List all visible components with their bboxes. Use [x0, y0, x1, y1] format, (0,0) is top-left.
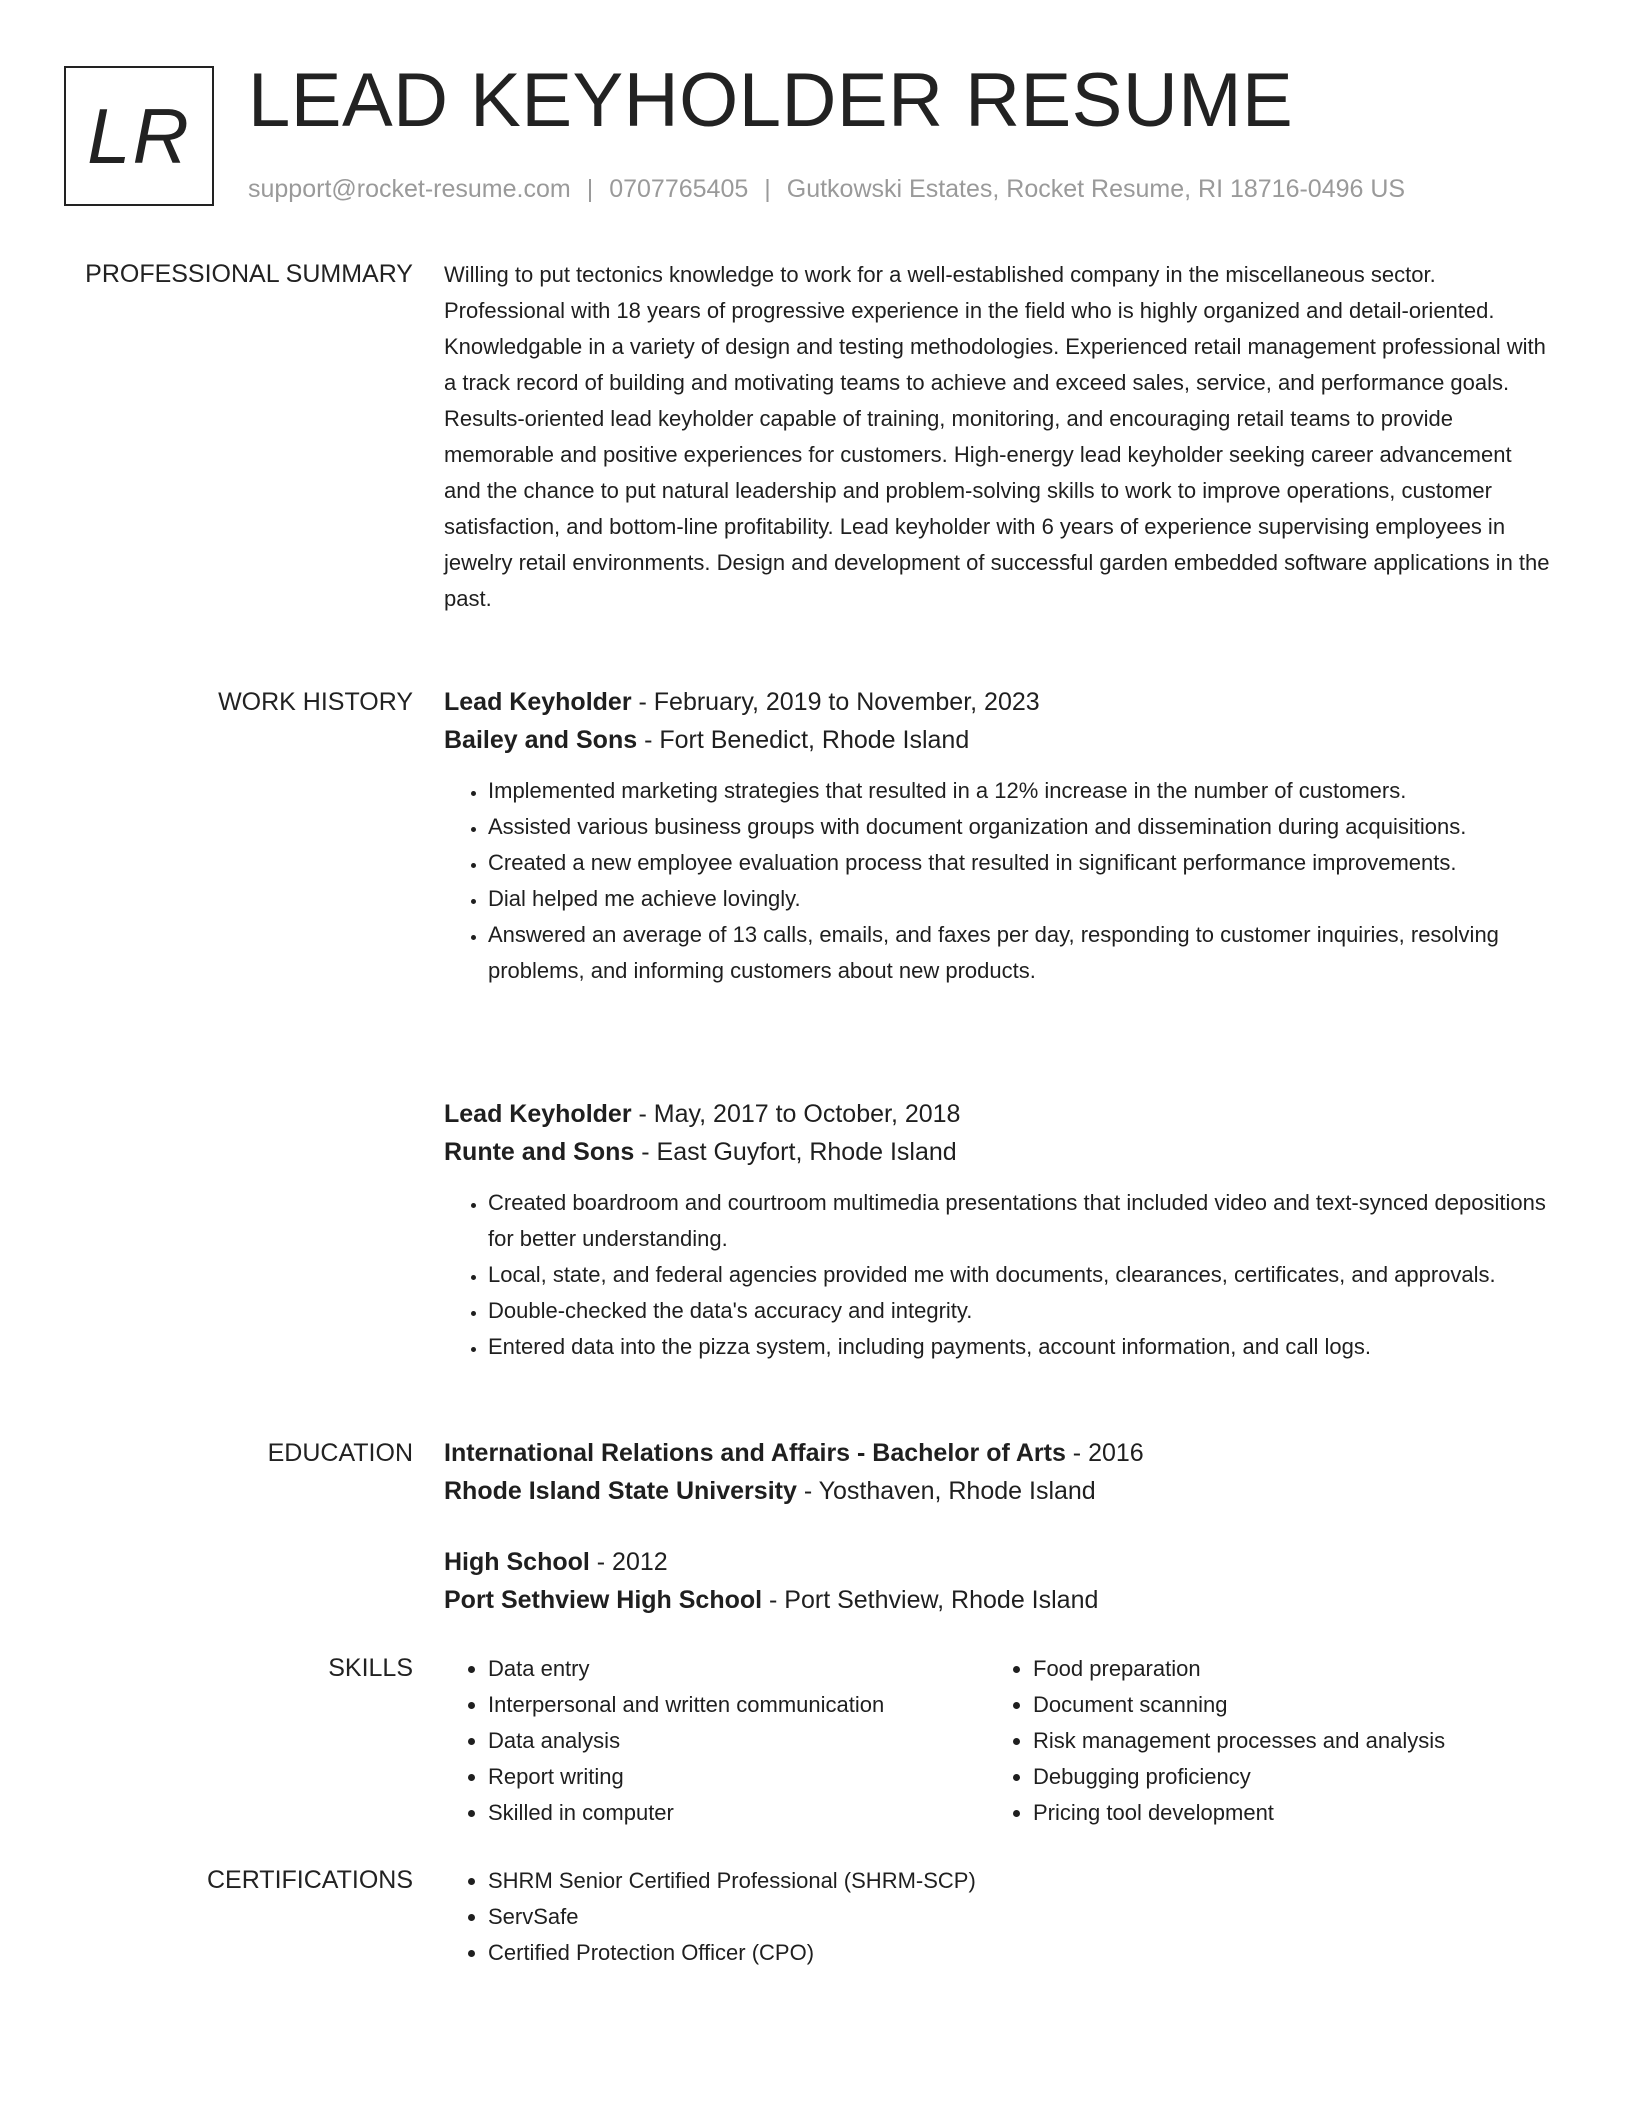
education-year: - 2016	[1065, 1439, 1144, 1467]
skill-item: • Data analysis	[488, 1723, 989, 1759]
job-company: Runte and Sons	[444, 1138, 635, 1166]
skill-item: • Document scanning	[1033, 1687, 1534, 1723]
skill-item: • Interpersonal and written communication	[488, 1687, 989, 1723]
job-title: Lead Keyholder	[444, 1100, 632, 1128]
education-entry	[444, 1434, 1554, 1510]
skill-item: • Report writing	[488, 1759, 989, 1795]
skill-item: • Pricing tool development	[1033, 1795, 1534, 1831]
certification-item: • ServSafe	[488, 1899, 1554, 1935]
list-item: • Created boardroom and courtroom multimedia presentations that included video and text-synced depositions for better understanding.	[488, 1185, 1554, 1257]
job-bullets	[444, 773, 1554, 989]
summary-section	[444, 257, 1554, 617]
job-company-line	[444, 721, 1554, 759]
job-bullets	[444, 1185, 1554, 1365]
monogram-logo: LR	[64, 66, 214, 206]
skill-item: • Debugging proficiency	[1033, 1759, 1534, 1795]
contact-phone: 0707765405	[609, 175, 749, 203]
education-location: - Port Sethview, Rhode Island	[762, 1586, 1099, 1614]
education-degree-line	[444, 1543, 1554, 1581]
job-dates: - February, 2019 to November, 2023	[631, 688, 1040, 716]
education-school-line	[444, 1472, 1554, 1510]
list-item: • Double-checked the data's accuracy and integrity.	[488, 1293, 1554, 1329]
skill-item: • Data entry	[488, 1651, 989, 1687]
list-item: • Entered data into the pizza system, including payments, account information, and call logs.	[488, 1329, 1554, 1365]
section-label-education: EDUCATION	[267, 1439, 413, 1467]
skill-item: • Skilled in computer	[488, 1795, 989, 1831]
job-entry	[444, 683, 1554, 989]
list-item: • Implemented marketing strategies that resulted in a 12% increase in the number of customers.	[488, 773, 1554, 809]
contact-email: support@rocket-resume.com	[248, 175, 571, 203]
section-label-certifications: CERTIFICATIONS	[206, 1866, 413, 1894]
section-label-skills: SKILLS	[328, 1654, 413, 1682]
education-degree-line	[444, 1434, 1554, 1472]
education-school-line	[444, 1581, 1554, 1619]
job-location: - Fort Benedict, Rhode Island	[637, 726, 970, 754]
skill-item: • Risk management processes and analysis	[1033, 1723, 1534, 1759]
certification-item: • Certified Protection Officer (CPO)	[488, 1935, 1554, 1971]
list-item: • Assisted various business groups with document organization and dissemination during acquisitions.	[488, 809, 1554, 845]
education-location: - Yosthaven, Rhode Island	[796, 1477, 1096, 1505]
education-degree: International Relations and Affairs - Bachelor of Arts	[444, 1439, 1066, 1467]
contact-separator: |	[764, 175, 771, 203]
job-location: - East Guyfort, Rhode Island	[634, 1138, 957, 1166]
contact-address: Gutkowski Estates, Rocket Resume, RI 18716-0496 US	[786, 175, 1406, 203]
contact-line	[248, 172, 1405, 206]
education-entry	[444, 1543, 1554, 1619]
education-school: Port Sethview High School	[444, 1586, 763, 1614]
list-item: • Local, state, and federal agencies provided me with documents, clearances, certificates, and approvals.	[488, 1257, 1554, 1293]
summary-text: Willing to put tectonics knowledge to work for a well-established company in the miscellaneous sector. Professional with 18 years of progressive experience in the field who is highly organized and detail-oriented. Knowledgable in a variety of design and testing methodologies. Experienced retail management professional with a track record of building and motivating teams to achieve and exceed sales, service, and performance goals. Results-oriented lead keyholder capable of training, monitoring, and encouraging retail teams to provide memorable and positive experiences for customers. High-energy lead keyholder seeking career advancement and the chance to put natural leadership and problem-solving skills to work to improve operations, customer satisfaction, and bottom-line profitability. Lead keyholder with 6 years of experience supervising employees in jewelry retail environments. Design and development of successful garden embedded software applications in the past.	[444, 262, 1550, 611]
skills-list	[444, 1651, 1554, 1831]
certifications-list	[444, 1863, 1554, 1971]
job-company-line	[444, 1133, 1554, 1171]
certification-item: • SHRM Senior Certified Professional (SHRM-SCP)	[488, 1863, 1554, 1899]
list-item: • Created a new employee evaluation process that resulted in significant performance improvements.	[488, 845, 1554, 881]
education-school: Rhode Island State University	[444, 1477, 797, 1505]
list-item: • Dial helped me achieve lovingly.	[488, 881, 1554, 917]
job-title-line	[444, 1095, 1554, 1133]
job-dates: - May, 2017 to October, 2018	[631, 1100, 961, 1128]
section-label-summary: PROFESSIONAL SUMMARY	[85, 260, 413, 288]
skills-column-right	[989, 1651, 1534, 1831]
section-label-work-history: WORK HISTORY	[218, 688, 413, 716]
skills-column-left	[444, 1651, 989, 1831]
list-item: • Answered an average of 13 calls, emails, and faxes per day, responding to customer inquiries, resolving problems, and informing customers about new products.	[488, 917, 1554, 989]
certifications-items	[444, 1863, 1554, 1971]
job-title: Lead Keyholder	[444, 688, 632, 716]
page-title: LEAD KEYHOLDER RESUME	[248, 58, 1294, 143]
job-company: Bailey and Sons	[444, 726, 638, 754]
contact-separator: |	[586, 175, 594, 203]
skill-item: • Food preparation	[1033, 1651, 1534, 1687]
job-title-line	[444, 683, 1554, 721]
education-degree: High School	[444, 1548, 590, 1576]
education-year: - 2012	[589, 1548, 668, 1576]
job-entry	[444, 1095, 1554, 1365]
